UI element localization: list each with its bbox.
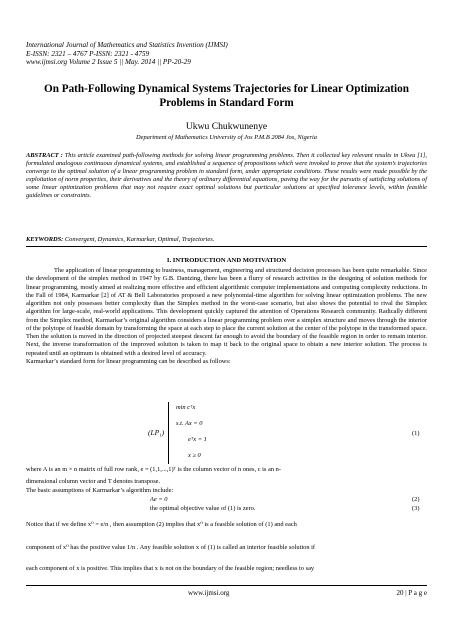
lp-label: (LP₁): [148, 428, 165, 437]
intro-paragraph: The application of linear programming to business, management, engineering and structured decision processes has been quite remarkable. Since the development of the simplex method in 1947 by G.B. Dantzing, there has been a flurry of research activities in the designing of solution methods for linear programming, mostly aimed at realizing more effective and efficient algorithmic computer implementations and computing complexity reductions. In the Fall of 1984, Karmarkar [2] of AT & Bell Laboratories proposed a new polynomial-time algorithm for solving linear optimization problems. The new algorithm not only possesses better complexity than the Simplex method in the worst-case scenario, but also shows the potential to rival the Simplex algorithm for large-scale, real-world applications. This development quickly captured the attention of Operations Research community. Radically different from the Simplex method, Karmarkar’s original algorithm considers a linear programming problem over a simplex structure and moves through the interior of the polytope of feasible domain by transforming the space at each step to place the current solution at the center of the polytope in the transformed space. Then the solution is moved in the direction of projected steepest descent far enough to avoid the boundary of the feasible region in order to remain interior. Next, the inverse transformation of the improved solution is taken to map it back to the original space to obtain a new interior solution. The process is repeated until an optimum is obtained with a desired level of accuracy.: [26, 267, 427, 357]
assumption-1: Ae = 0: [150, 496, 168, 503]
eq-number-2: (2): [412, 496, 420, 503]
assumption-2: the optimal objective value of (1) is zero.: [150, 505, 256, 512]
lp-nonneg: x ≥ 0: [188, 452, 201, 459]
author-affiliation: Department of Mathematics University of Jos P.M.B 2084 Jos, Nigeria: [136, 134, 317, 141]
where-line: where A is an m × n matrix of full row rank, e = (1,1,...,1)ᵀ is the column vector of n ones, c is an n-: [26, 466, 281, 473]
author-name: Ukwu Chukwunenye: [185, 121, 268, 132]
keywords-text: Convergent, Dynamics, Karmarkar, Optimal, Trajectories.: [64, 236, 215, 243]
component-line: component of x⁰ has the positive value 1/n . Any feasible solution x of (1) is called an interior feasible solution if: [26, 544, 316, 551]
lp-constraint-ax: s.t. Ax = 0: [176, 420, 203, 427]
each-component-line: each component of x is positive. This implies that x is not on the boundary of the feasible region; needless to say: [26, 565, 315, 572]
keywords: [26, 236, 427, 244]
karmarkar-form-line: Karmarkar’s standard form for linear programming can be described as follows:: [26, 357, 231, 365]
journal-name: International Journal of Mathematics and Statistics Invention (IJMSI): [26, 41, 228, 49]
lp-objective: min cᵀx: [176, 404, 196, 411]
assumptions-intro: The basic assumptions of Karmarkar’s algorithm include:: [26, 487, 174, 494]
eq-number-3: (3): [412, 505, 420, 512]
lp-brace: [168, 402, 175, 464]
footer-divider: [26, 585, 427, 586]
page-number: 20 | P a g e: [396, 589, 427, 597]
footer-url: www.ijmsi.org: [188, 589, 230, 597]
journal-issue: www.ijmsi.org Volume 2 Issue 5 || May. 2014 || PP-20-29: [26, 58, 191, 67]
section-heading: I. INTRODUCTION AND MOTIVATION: [166, 257, 287, 264]
section-body: [26, 267, 427, 366]
abstract-text: This article examined path-following methods for solving linear programming problems. Then it collected key relevant results in Ukwu [1], formulated analogous continuous dynamical systems, and established a sequence of propositions which were invoked to prove that the system’s trajectories converge to the optimal solution of a linear programming problem in standard form, under appropriate conditions. These results were made possible by the exploitation of norm properties, their derivatives and the theory of ordinary differential equations, paving the way for the pursuits of satisficing solutions of some linear optimization problems that may not require exact optimal solutions but particular solutions at specified tolerance levels, within feasible guidelines or constraints.: [26, 152, 427, 200]
journal-header: [26, 41, 426, 67]
eq-number-1: (1): [412, 430, 420, 437]
journal-issn: E-ISSN: 2321 – 4767 P-ISSN: 2321 - 4759: [26, 49, 150, 58]
keywords-label: KEYWORDS:: [26, 236, 64, 243]
section-divider: [26, 246, 427, 247]
paper-title: On Path-Following Dynamical Systems Trajectories for Linear Optimization Problems in Standard Form: [44, 83, 409, 109]
abstract: [26, 152, 427, 201]
abstract-label: ABSTRACT :: [26, 152, 63, 159]
dimensional-line: dimensional column vector and T denotes transpose.: [26, 478, 161, 485]
lp-constraint-ex: eᵀx = 1: [188, 436, 207, 443]
notice-line: Notice that if we define x⁰ = e/n , then assumption (2) implies that x⁰ is a feasible solution of (1) and each: [26, 521, 297, 528]
